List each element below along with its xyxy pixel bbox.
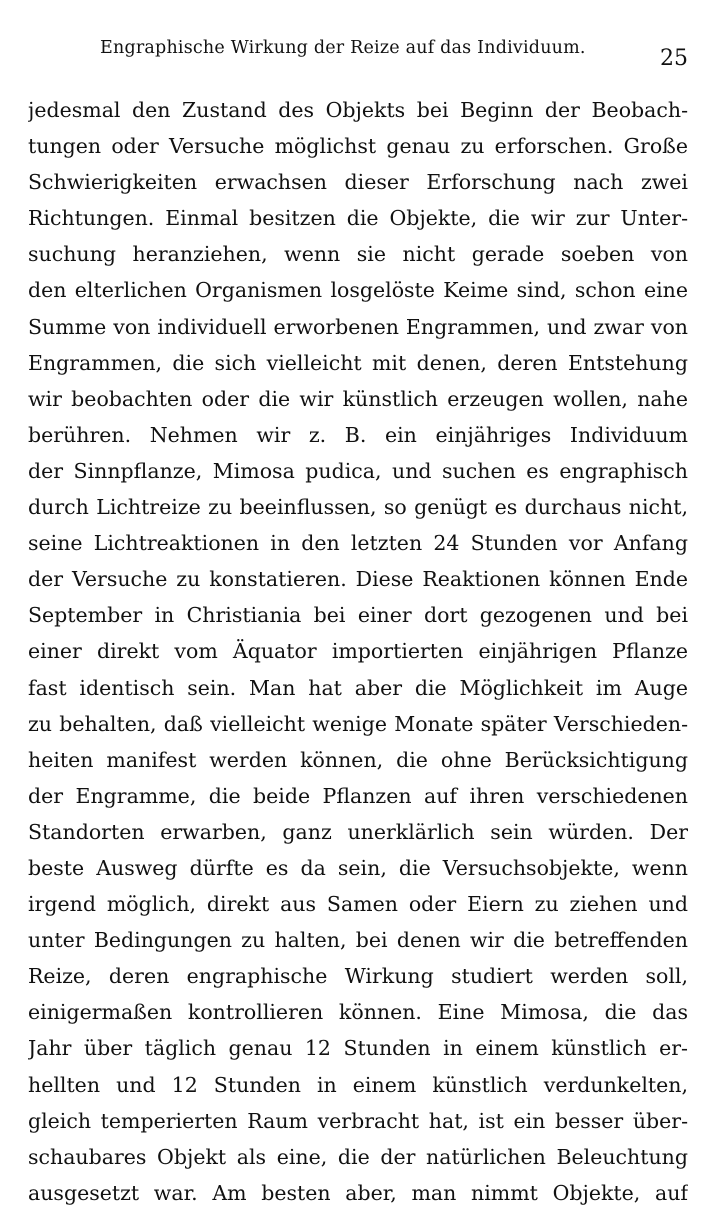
text-line: einer direkt vom Äquator importierten einjährigen Pflanze	[28, 639, 688, 664]
running-head-title: Engraphische Wirkung der Reize auf das Individuum.	[100, 38, 586, 58]
text-line: Standorten erwarben, ganz unerklärlich sein würden. Der	[28, 819, 688, 844]
text-line: unter Bedingungen zu halten, bei denen wir die betreffenden	[28, 928, 688, 953]
text-line: Engrammen, die sich vielleicht mit denen, deren Entstehung	[28, 350, 688, 375]
page-number: 25	[660, 46, 688, 71]
text-line: einigermaßen kontrollieren können. Eine Mimosa, die das	[28, 1000, 688, 1025]
text-line: hellten und 12 Stunden in einem künstlich verdunkelten,	[28, 1072, 688, 1097]
text-line: heiten manifest werden können, die ohne Berücksichtigung	[28, 747, 688, 772]
text-line: September in Christiania bei einer dort gezogenen und bei	[28, 603, 688, 628]
text-line: beste Ausweg dürfte es da sein, die Versuchsobjekte, wenn	[28, 855, 688, 880]
text-line: zu behalten, daß vielleicht wenige Monate später Verschieden-	[28, 711, 688, 736]
text-line: der Versuche zu konstatieren. Diese Reaktionen können Ende	[28, 567, 688, 592]
text-line: wir beobachten oder die wir künstlich erzeugen wollen, nahe	[28, 386, 688, 411]
text-line: berühren. Nehmen wir z. B. ein einjähriges Individuum	[28, 422, 688, 447]
text-line: tungen oder Versuche möglichst genau zu erforschen. Große	[28, 134, 688, 159]
text-line: den elterlichen Organismen losgelöste Keime sind, schon eine	[28, 278, 688, 303]
text-line: Jahr über täglich genau 12 Stunden in einem künstlich er-	[28, 1036, 688, 1061]
text-line: suchung heranziehen, wenn sie nicht gerade soeben von	[28, 242, 688, 267]
text-line: fast identisch sein. Man hat aber die Möglichkeit im Auge	[28, 675, 688, 700]
text-line: ausgesetzt war. Am besten aber, man nimmt Objekte, auf	[28, 1180, 688, 1205]
text-line: Reize, deren engraphische Wirkung studiert werden soll,	[28, 964, 688, 989]
text-line: der Sinnpflanze, Mimosa pudica, und suchen es engraphisch	[28, 458, 688, 483]
text-line: Summe von individuell erworbenen Engrammen, und zwar von	[28, 314, 688, 339]
body-text	[28, 92, 688, 1211]
text-line: der Engramme, die beide Pflanzen auf ihren verschiedenen	[28, 783, 688, 808]
text-line: durch Lichtreize zu beeinflussen, so genügt es durchaus nicht,	[28, 495, 688, 520]
text-line: schaubares Objekt als eine, die der natürlichen Beleuchtung	[28, 1144, 688, 1169]
text-line: jedesmal den Zustand des Objekts bei Beginn der Beobach-	[28, 98, 688, 122]
text-line: irgend möglich, direkt aus Samen oder Eiern zu ziehen und	[28, 892, 688, 917]
text-line: Richtungen. Einmal besitzen die Objekte, die wir zur Unter-	[28, 206, 688, 231]
text-line: Schwierigkeiten erwachsen dieser Erforschung nach zwei	[28, 170, 688, 195]
text-line: seine Lichtreaktionen in den letzten 24 Stunden vor Anfang	[28, 531, 688, 556]
text-line: gleich temperierten Raum verbracht hat, ist ein besser über-	[28, 1108, 688, 1133]
